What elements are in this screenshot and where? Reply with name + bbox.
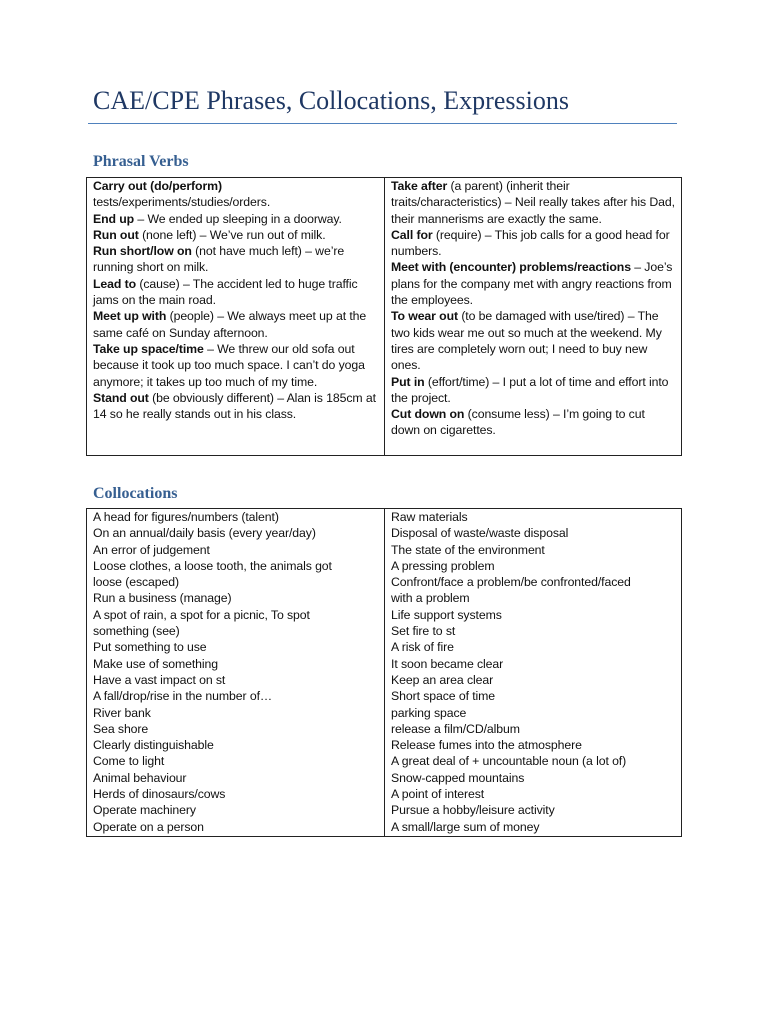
phrase-term: Lead to: [93, 276, 137, 291]
collocation-entry: A great deal of + uncountable noun (a lot of): [391, 754, 627, 769]
phrase-definition: – We threw our old sofa out because it took up too much space. I can’t do yoga anymore; it takes up too much of my time.: [93, 341, 365, 389]
phrasal-verb-entry: [391, 374, 676, 407]
collocation-entry: A risk of fire: [391, 640, 454, 655]
collocation-entry: Have a vast impact on st: [93, 672, 226, 687]
collocation-entry: Operate machinery: [93, 803, 196, 818]
phrase-term: Meet with (encounter) problems/reactions: [391, 260, 631, 275]
collocation-entry: Loose clothes, a loose tooth, the animals got: [93, 558, 332, 573]
collocation-entry: Herds of dinosaurs/cows: [93, 787, 226, 802]
phrase-definition: (none left) – We’ve run out of milk.: [138, 227, 326, 242]
collocation-entry: Confront/face a problem/be confronted/faced: [391, 575, 631, 590]
phrase-definition: (be obviously different) – Alan is 185cm at 14 so he really stands out in his class.: [93, 390, 376, 422]
collocation-entry: A pressing problem: [391, 558, 495, 573]
phrasal-verbs-heading: Phrasal Verbs: [93, 153, 189, 170]
phrase-term: Put in: [391, 374, 425, 389]
collocations-heading: Collocations: [93, 485, 178, 502]
phrase-term: Run out: [93, 227, 139, 242]
collocation-entry: Life support systems: [391, 607, 502, 622]
phrase-definition: (consume less) – I’m going to cut down on cigarettes.: [391, 407, 645, 438]
phrasal-verbs-right-column: [384, 178, 681, 455]
collocation-entry: release a film/CD/album: [391, 721, 520, 736]
collocation-entry: Make use of something: [93, 656, 219, 671]
phrase-definition: – Joe’s plans for the company met with angry reactions from the employees.: [391, 260, 673, 308]
phrase-definition: (to be damaged with use/tired) – The two kids wear me out so much at the weekend. My tires are completely worn out; I need to buy new ones.: [391, 309, 662, 373]
collocation-entry: Snow-capped mountains: [391, 770, 525, 785]
collocations-left-column: [87, 509, 384, 836]
phrasal-verb-entry: [391, 308, 676, 373]
collocation-entry: On an annual/daily basis (every year/day): [93, 526, 316, 541]
phrase-term: Call for: [391, 227, 433, 242]
phrase-definition: – We ended up sleeping in a doorway.: [134, 211, 342, 226]
collocation-entry: An error of judgement: [93, 542, 210, 557]
collocation-entry: loose (escaped): [93, 575, 179, 590]
collocation-entry: Release fumes into the atmosphere: [391, 738, 582, 753]
phrase-definition: (not have much left) – we’re running short on milk.: [93, 244, 345, 275]
collocation-entry: Clearly distinguishable: [93, 738, 214, 753]
phrasal-verb-entry: [391, 227, 676, 260]
phrasal-verb-entry: [93, 341, 379, 390]
phrase-term: Run short/low on: [93, 244, 192, 259]
phrase-definition: (require) – This job calls for a good head for numbers.: [391, 227, 670, 259]
collocation-entry: parking space: [391, 705, 467, 720]
phrasal-verbs-table: [86, 177, 682, 456]
phrasal-verb-entry: [93, 211, 379, 227]
collocation-entry: River bank: [93, 705, 151, 720]
collocation-entry: Keep an area clear: [391, 672, 494, 687]
phrasal-verb-entry: [93, 178, 379, 211]
document-title: CAE/CPE Phrases, Collocations, Expressions: [93, 86, 569, 115]
phrasal-verb-entry: [93, 227, 379, 243]
phrase-term: Stand out: [93, 390, 149, 405]
collocation-entry: Set fire to st: [391, 624, 456, 639]
phrase-definition: (people) – We always meet up at the same café on Sunday afternoon.: [93, 309, 367, 340]
collocation-entry: Come to light: [93, 754, 165, 769]
title-underline: [88, 123, 677, 124]
collocation-entry: A point of interest: [391, 787, 485, 802]
collocation-entry: A fall/drop/rise in the number of…: [93, 689, 273, 704]
collocation-entry: Raw materials: [391, 510, 468, 524]
phrasal-verb-entry: [391, 178, 676, 227]
collocation-entry: Short space of time: [391, 689, 496, 704]
collocation-entry: something (see): [93, 624, 180, 639]
collocation-entry: Pursue a hobby/leisure activity: [391, 803, 555, 818]
phrasal-verb-entry: [93, 276, 379, 309]
phrase-term: Cut down on: [391, 407, 465, 422]
phrase-definition: (cause) – The accident led to huge traffic jams on the main road.: [93, 276, 358, 308]
phrase-term: Take up space/time: [93, 341, 204, 356]
collocation-entry: Run a business (manage): [93, 591, 232, 606]
collocations-table: [86, 508, 682, 837]
collocation-entry: Disposal of waste/waste disposal: [391, 526, 569, 541]
collocation-entry: Animal behaviour: [93, 770, 187, 785]
phrasal-verb-entry: [391, 259, 676, 308]
collocation-entry: A spot of rain, a spot for a picnic, To spot: [93, 607, 310, 622]
collocation-entry: Operate on a person: [93, 819, 204, 834]
collocations-right-column: [384, 509, 681, 836]
collocation-entry: A head for figures/numbers (talent): [93, 510, 279, 524]
phrase-term: Meet up with: [93, 309, 167, 324]
collocation-entry: Sea shore: [93, 721, 149, 736]
phrasal-verb-entry: [93, 243, 379, 276]
phrase-term: To wear out: [391, 309, 458, 324]
collocation-entry: with a problem: [391, 591, 470, 606]
phrase-definition: (effort/time) – I put a lot of time and effort into the project.: [391, 374, 669, 405]
phrase-definition: (a parent) (inherit their traits/characteristics) – Neil really takes after his Dad, their mannerisms are exactly the same.: [391, 179, 675, 226]
collocation-entry: Put something to use: [93, 640, 207, 655]
phrasal-verb-entry: [93, 308, 379, 341]
collocation-entry: It soon became clear: [391, 656, 504, 671]
phrase-term: Take after: [391, 179, 448, 193]
phrase-term: End up: [93, 211, 135, 226]
phrase-term: Carry out (do/perform): [93, 179, 222, 193]
phrase-definition: tests/experiments/studies/orders.: [93, 195, 271, 210]
phrasal-verb-entry: [93, 390, 379, 423]
collocation-entry: A small/large sum of money: [391, 819, 540, 834]
phrasal-verbs-left-column: [87, 178, 384, 455]
phrasal-verb-entry: [391, 406, 676, 439]
collocation-entry: The state of the environment: [391, 542, 545, 557]
